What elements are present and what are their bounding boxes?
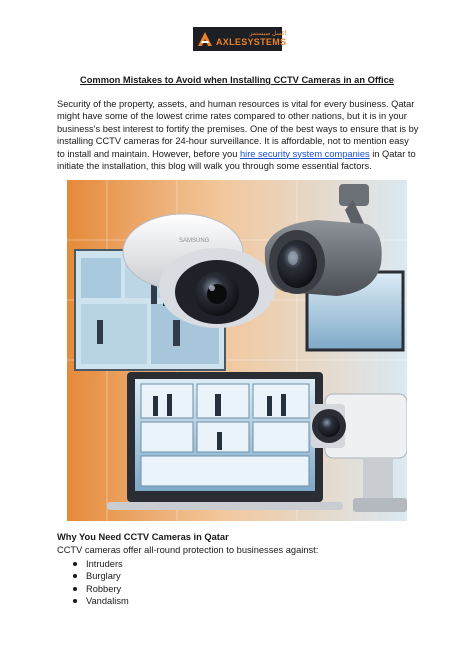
intro-text-end: in Qatar to initiate the installation, this blog will walk you through some essential factors.	[57, 148, 416, 172]
logo-name: AXLESYSTEMS	[216, 37, 287, 47]
intro-paragraph	[57, 98, 419, 172]
list-item: Burglary	[57, 570, 129, 582]
security-companies-link[interactable]: hire security system companies	[239, 148, 370, 159]
section-heading: Why You Need CCTV Cameras in Qatar	[57, 532, 229, 542]
camera-brand-label: SAMSUNG	[179, 238, 210, 244]
section-intro-text: CCTV cameras offer all-round protection to businesses against:	[57, 545, 319, 555]
list-item: Vandalism	[57, 595, 129, 607]
axle-logo-icon	[197, 31, 213, 47]
page-title: Common Mistakes to Avoid when Installing CCTV Cameras in an Office	[80, 75, 394, 85]
threat-list	[57, 558, 129, 608]
cctv-cameras-photo	[67, 180, 407, 521]
company-logo	[193, 27, 287, 51]
intro-text-start: Security of the property, assets, and human resources is vital for every business. Qatar might have some of the lowest crime rates compared to other nations, but it is in your business's best interest to fortify the premises. One of the best ways to ensure that is by installing CCTV cameras for 24-hour surveillance. It is affordable, not to mention easy to install and maintain. However, before you	[57, 99, 419, 159]
logo-arabic-text: اكسل سيستمز	[249, 31, 287, 37]
list-item: Intruders	[57, 558, 129, 570]
list-item: Robbery	[57, 583, 129, 595]
